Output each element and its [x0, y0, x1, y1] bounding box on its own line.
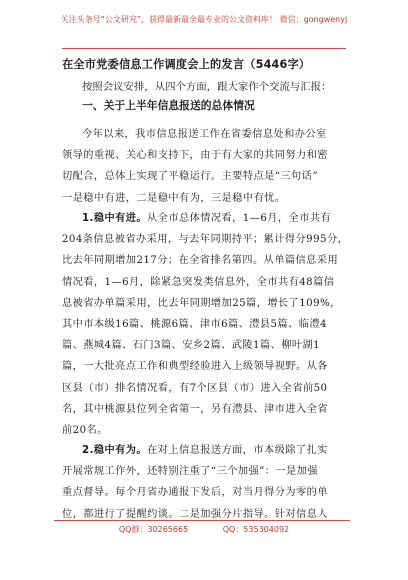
paragraph-overview: [62, 124, 348, 209]
promo-banner: 关注头条号“公文研究”，获得最新最全最专业的公文资料库！ 微信：gongwenyj: [60, 15, 348, 24]
qq-text: QQ：535304092: [222, 525, 290, 534]
text-line: 篇、燕城4篇、石门3篇、安乡2篇、武陵1篇、柳叶湖1: [62, 340, 321, 352]
text-line: 开展常规工作外，还特别注重了“三个加强”：一是加强: [62, 466, 318, 478]
text-line: 重点督导。每个月省办通报下发后，对当月得分为零的单: [62, 487, 328, 499]
text-line: 204条信息被省办采用，与去年同期持平；累计得分995分，: [62, 234, 348, 246]
section-heading-1: 一、关于上半年信息报送的总体情况: [82, 99, 255, 112]
footer-divider: [54, 520, 350, 521]
text-line: 前20名。: [62, 425, 108, 437]
text-line: 比去年同期增加217分；在全省排名第四。从单篇信息采用: [62, 255, 339, 267]
text-line: 篇，一大批亮点工作和典型经验进入上级领导视野。从各: [62, 361, 328, 373]
document-title: 在全市党委信息工作调度会上的发言（5446字）: [62, 58, 311, 71]
paragraph-lead: 2.稳中有为。: [82, 445, 148, 456]
text-line: 今年以来，我市信息报送工作在省委信息处和办公室: [82, 129, 327, 140]
paragraph-steady-action: [62, 440, 348, 525]
qq-group-text: QQ群：30265665: [118, 525, 189, 534]
text-line: 位，都进行了提醒约谈。二是加强分片指导。针对信息人: [62, 508, 328, 520]
text-line: 区县（市）排名情况看，有7个区县（市）进入全省前50: [62, 382, 328, 394]
text-line: 1.稳中有进。从全市总体情况看，1—6月，全市共有: [82, 213, 332, 224]
text-line: 息被省办单篇采用，比去年同期增加25篇，增长了109%，: [62, 297, 341, 309]
paragraph-lead: 1.稳中有进。: [82, 213, 148, 224]
text-line: 一是稳中有进，二是稳中有为，三是稳中有忧。: [62, 192, 286, 204]
contact-footer: [0, 524, 408, 535]
text-line: 名，其中桃源县位列全省第一，另有澧县、津市进入全省: [62, 403, 328, 415]
text-line: 2.稳中有为。在对上信息报送方面，市本级除了扎实: [82, 445, 328, 456]
text-line: 切配合，总体上实现了平稳运行。主要特点是“三句话”: [62, 171, 318, 183]
text-line: 其中市本级16篇、桃源6篇、津市6篇、澧县5篇、临澧4: [62, 319, 327, 331]
paragraph-steady-progress: [62, 208, 348, 441]
intro-line: 按照会议安排，从四个方面，跟大家作个交流与汇报：: [82, 81, 332, 93]
text-line: 情况看，1—6月，除紧急突发类信息外，全市共有48篇信: [62, 276, 335, 288]
header-divider: [62, 48, 346, 49]
text-line: 领导的重视、关心和支持下，由于有大家的共同努力和密: [62, 150, 328, 162]
